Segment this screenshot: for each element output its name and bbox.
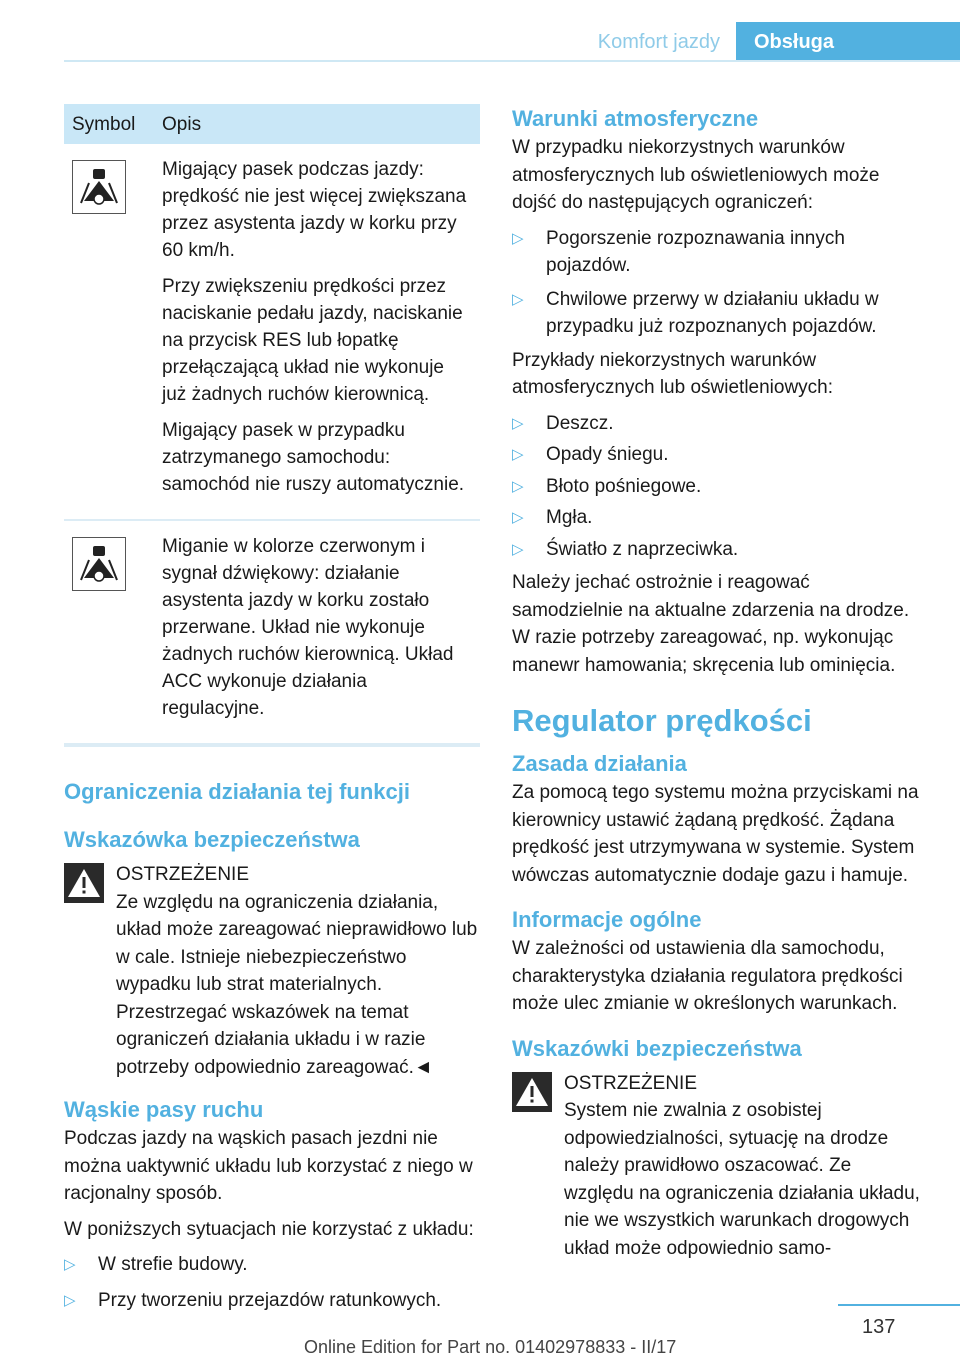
bullet-triangle-icon: ▷ [64,1256,76,1273]
symbol-table [64,104,480,747]
list-item [512,473,922,501]
bullet-triangle-icon: ▷ [512,290,524,308]
header-section-title: Komfort jazdy [597,30,720,53]
heading-safety: Wskazówka bezpieczeństwa [64,827,360,852]
table-row [64,520,480,745]
bullet-triangle-icon: ▷ [64,1291,76,1309]
page-header [0,22,960,62]
list-item [512,410,922,438]
header-chapter-tab: Obsługa [736,22,960,62]
list-item [512,441,922,469]
weather-paragraph-3: Należy jechać ostrożnie i reagować samodzielnie na aktualne zdarzenia na drodze. W razie potrzeby zareagować, np. wykonując manewr hamowania; skręcenia lub ominięcia. [512,572,910,676]
narrow-paragraph-1: Podczas jazdy na wąskich pasach jezdni nie można uaktywnić układu lub korzystać z niego w racjonalny sposób. [64,1128,473,1204]
left-column [64,104,480,1314]
page-number: 137 [862,1316,896,1338]
bullet-triangle-icon: ▷ [512,540,524,558]
heading-principle: Zasada działania [512,751,687,776]
list-item-text: Pogorszenie rozpoznawania innych pojazdów. [546,227,845,276]
warning-triangle-icon [512,1072,552,1112]
list-item [512,286,922,341]
warning-text [512,1097,922,1262]
list-item [512,504,922,532]
warning-triangle-icon [64,863,104,903]
heading-safety-2: Wskazówki bezpieczeństwa [512,1035,802,1061]
warning-title: OSTRZEŻENIE [116,864,250,885]
list-item-text: Chwilowe przerwy w działaniu układu w przypadku już rozpoznanych pojazdów. [546,288,879,337]
list-item-text: Opady śniegu. [546,444,669,465]
edition-note: Online Edition for Part no. 01402978833 - II/17 [304,1337,677,1357]
row2-text-1: Miganie w kolorze czerwonym i sygnał dźwiękowy: działanie asystenta jazdy w korku zostało przerwane. Układ nie wykonuje żadnych ruchów kierownicą. Układ ACC wykonuje działania regulacyjne. [162,536,454,719]
steering-assist-icon [72,160,126,214]
warning-body: Ze względu na ograniczenia działania, układ może zareagować nieprawidłowo lub w cale. Istnieje niebezpieczeństwo wypadku lub strat materialnych. Przestrzegać wskazówek na temat ograniczeń działania układu i w razie potrzeby odpowiednio zareagować.◄ [116,891,478,1078]
list-item-text: Przy tworzeniu przejazdów ratunkowych. [98,1289,442,1311]
list-item [64,1251,480,1279]
warning-text [64,889,480,1082]
list-item-text: W strefie budowy. [98,1254,248,1275]
warning-body: System nie zwalnia z osobistej odpowiedzialności, sytuację na drodze należy prawidłowo oszacować. Ze względu na ograniczenia działania układu, nie we wszystkich warunkach drogowych układ może odpowiednio samo- [564,1100,920,1259]
list-item [512,225,922,280]
row1-text-3: Migający pasek w przypadku zatrzymanego samochodu: samochód nie ruszy automatycznie. [162,420,465,495]
weather-paragraph-2: Przykłady niekorzystnych warunków atmosferycznych lub oświetleniowych: [512,349,834,398]
list-item-text: Błoto pośniegowe. [546,475,702,497]
footer-rule [838,1304,960,1306]
list-item-text: Światło z naprzeciwka. [546,538,739,560]
general-paragraph: W zależności od ustawienia dla samochodu, charakterystyka działania regulatora prędkości może ulec zmianie w określonych warunkach. [512,938,903,1014]
bullet-triangle-icon: ▷ [512,414,524,432]
table-header-symbol: Symbol [64,104,154,144]
bullet-triangle-icon: ▷ [512,509,524,526]
heading-narrow-lanes: Wąskie pasy ruchu [64,1097,264,1122]
principle-paragraph: Za pomocą tego systemu można przyciskami na kierownicy ustawić żądaną prędkość. Żądana prędkość jest utrzymywana w systemie. System wówczas automatycznie dodaje gazu i hamuje. [512,782,919,886]
list-item [512,536,922,564]
bullet-triangle-icon: ▷ [512,446,524,463]
heading-weather: Warunki atmosferyczne [512,106,759,131]
row1-text-1: Migający pasek podczas jazdy: prędkość nie jest więcej zwiększana przez asystenta jazdy w korku przy 60 km/h. [162,159,467,261]
steering-assist-icon [72,537,126,591]
heading-cruise-control: Regulator prędkości [512,703,812,738]
heading-general: Informacje ogólne [512,907,702,932]
list-item-text: Mgła. [546,507,593,528]
row1-text-2: Przy zwiększeniu prędkości przez naciskanie pedału jazdy, naciskanie na przycisk RES lub łopatkę przełączającą układ nie wykonuje już żadnych ruchów kierownicą. [162,276,463,405]
warning-title: OSTRZEŻENIE [564,1072,698,1094]
table-header-desc: Opis [154,104,480,144]
bullet-triangle-icon: ▷ [512,229,524,247]
list-item-text: Deszcz. [546,412,614,434]
warning-block [512,1070,922,1263]
heading-limits: Ograniczenia działania tej funkcji [64,779,410,804]
warning-block [64,861,480,1081]
bullet-triangle-icon: ▷ [512,477,524,495]
header-rule [64,60,960,62]
right-column [512,104,922,1262]
table-row [64,144,480,520]
narrow-paragraph-2: W poniższych sytuacjach nie korzystać z układu: [64,1218,474,1240]
list-item [64,1287,480,1315]
weather-paragraph-1: W przypadku niekorzystnych warunków atmosferycznych lub oświetleniowych może dojść do następujących ograniczeń: [512,137,880,213]
